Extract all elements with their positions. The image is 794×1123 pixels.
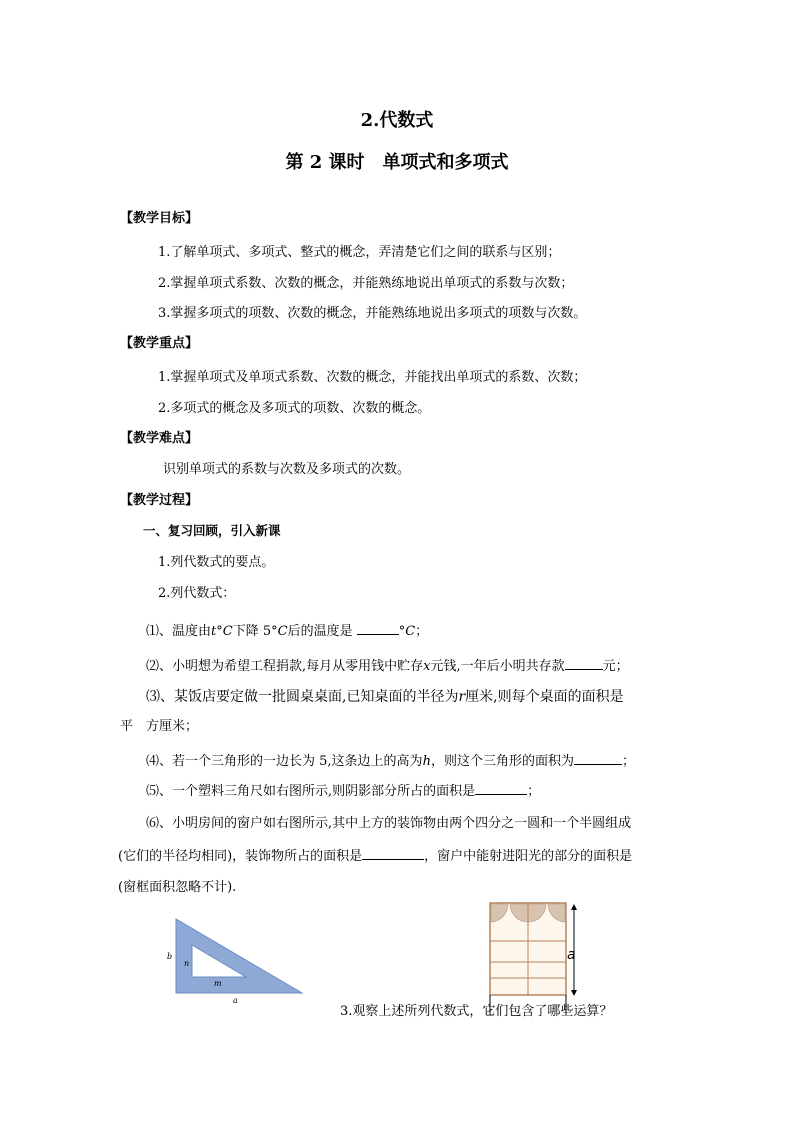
process-label: 【教学过程】 bbox=[120, 493, 199, 508]
key-point-item: 1.掌握单项式及单项式系数、次数的概念，并能找出单项式的系数、次数； bbox=[158, 370, 587, 385]
question-4: ⑷、若一个三角形的一边长为 5,这条边上的高为h，则这个三角形的面积为 ； bbox=[146, 750, 635, 769]
answer-blank bbox=[357, 620, 399, 635]
label-n: n bbox=[184, 959, 190, 968]
objectives-label: 【教学目标】 bbox=[120, 211, 199, 226]
process-step3: 3.观察上述所列代数式，它们包含了哪些运算？ bbox=[340, 1004, 613, 1019]
question-6: ⑹、小明房间的窗户如右图所示,其中上方的装饰物由两个四分之一圆和一个半圆组成 bbox=[146, 816, 632, 831]
question-2: ⑵、小明想为希望工程捐款,每月从零用钱中贮存x元钱,一年后小明共存款 元； bbox=[146, 655, 629, 674]
answer-blank bbox=[565, 655, 603, 670]
question-3-continued: 平 方厘米； bbox=[120, 719, 199, 734]
answer-blank bbox=[574, 750, 622, 765]
objective-item: 2.掌握单项式系数、次数的概念，并能熟练地说出单项式的系数与次数； bbox=[158, 276, 574, 291]
page-title: 2.代数式 bbox=[360, 110, 434, 131]
question-5: ⑸、一个塑料三角尺如右图所示,则阴影部分所占的面积是 ； bbox=[146, 780, 540, 799]
label-b: b bbox=[167, 952, 173, 961]
question-6-end: (窗框面积忽略不计). bbox=[118, 880, 237, 895]
dimension-arrow-bottom bbox=[571, 990, 577, 996]
question-6-continued: (它们的半径均相同)，装饰物所占的面积是 ，窗户中能射进阳光的部分的面积是 bbox=[118, 845, 632, 864]
label-a: a bbox=[233, 996, 238, 1005]
key-points-label: 【教学重点】 bbox=[120, 336, 199, 351]
process-part1: 一、复习回顾，引入新课 bbox=[143, 523, 281, 538]
difficulties-label: 【教学难点】 bbox=[120, 431, 199, 446]
triangle-ruler-figure bbox=[160, 915, 310, 1007]
objective-item: 1.了解单项式、多项式、整式的概念，弄清楚它们之间的联系与区别； bbox=[158, 245, 561, 260]
process-step1: 1.列代数式的要点。 bbox=[158, 555, 275, 570]
key-point-item: 2.多项式的概念及多项式的项数、次数的概念。 bbox=[158, 401, 431, 416]
answer-blank bbox=[475, 780, 527, 795]
objective-item: 3.掌握多项式的项数、次数的概念，并能熟练地说出多项式的项数与次数。 bbox=[158, 306, 587, 321]
difficulties-text: 识别单项式的系数与次数及多项式的次数。 bbox=[163, 462, 411, 477]
question-3: ⑶、某饭店要定做一批圆桌桌面,已知桌面的半径为r厘米,则每个桌面的面积是 bbox=[146, 689, 624, 705]
label-m: m bbox=[214, 979, 222, 988]
answer-blank bbox=[362, 845, 424, 860]
process-step2: 2.列代数式： bbox=[158, 586, 236, 601]
label-a: a bbox=[567, 947, 576, 963]
dimension-arrow-top bbox=[571, 904, 577, 910]
question-1: ⑴、温度由t°C下降 5°C后的温度是 °C； bbox=[146, 620, 428, 639]
page-subtitle: 第 2 课时 单项式和多项式 bbox=[285, 152, 509, 173]
